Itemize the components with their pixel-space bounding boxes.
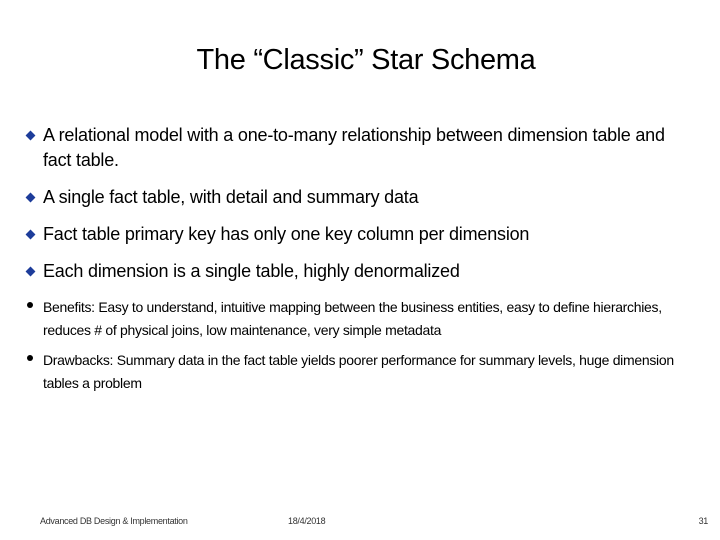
diamond-bullet-icon — [26, 131, 36, 141]
footer-date: 18/4/2018 — [288, 516, 326, 526]
dot-bullet-icon — [27, 355, 33, 361]
bullet-text: Each dimension is a single table, highly denormalized — [43, 261, 460, 281]
bullet-text: A relational model with a one-to-many relationship between dimension table and fact table. — [43, 125, 665, 170]
footer-page-number: 31 — [698, 516, 708, 526]
bullet-text: Drawbacks: Summary data in the fact table yields poorer performance for summary levels, huge dimension tables a problem — [43, 352, 674, 391]
footer-course-title: Advanced DB Design & Implementation — [40, 516, 188, 526]
bullet-text: Benefits: Easy to understand, intuitive mapping between the business entities, easy to define hierarchies, reduces # of physical joins, low maintenance, very simple metadata — [43, 299, 662, 338]
bullet-item — [26, 123, 696, 173]
slide-title: The “Classic” Star Schema — [196, 44, 536, 76]
bullet-text: A single fact table, with detail and summary data — [43, 187, 419, 207]
bullet-list — [26, 123, 696, 402]
diamond-bullet-icon — [26, 230, 36, 240]
dot-bullet-icon — [27, 302, 33, 308]
bullet-item — [26, 185, 696, 210]
bullet-item — [26, 222, 696, 247]
bullet-text: Fact table primary key has only one key column per dimension — [43, 224, 530, 244]
diamond-bullet-icon — [26, 193, 36, 203]
bullet-item — [26, 259, 696, 284]
bullet-item — [26, 296, 696, 342]
diamond-bullet-icon — [26, 267, 36, 277]
bullet-item — [26, 349, 696, 395]
